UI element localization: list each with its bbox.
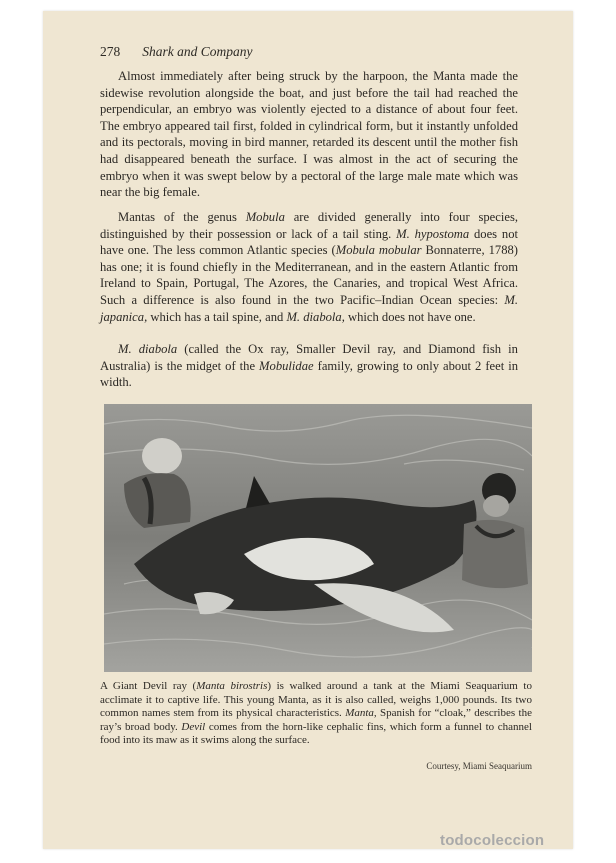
paragraph-mobula-species: Mantas of the genus Mobula are divided generally into four species, distinguished by their possession or lack of a tail sting. M. hypostoma does not have one. The less common Atlantic species (Mobula mobular Bonnaterre, 1788) has one; it is found chiefly in the Mediterranean, and in the eastern Atlantic from Ireland to Spain, Portugal, The Azores, the Canaries, and tropical West Africa. Such a difference is also found in the two Pacific–Indian Ocean species: M. japanica, which has a tail spine, and M. diabola, which does not have one.: [100, 210, 518, 324]
page-number: 278: [100, 44, 121, 59]
page-header: [100, 44, 253, 60]
paragraph-embryo: Almost immediately after being struck by the harpoon, the Manta made the sidewise revolution alongside the boat, and just before the tail had reached the perpendicular, an embryo was violently ejected to a distance of about four feet. The embryo appeared tail first, folded in cylindrical form, but it instantly unfolded and its pectorals, moving in bird manner, retarded its descent until the mother fish had disappeared beneath the surface. I was almost in the act of securing the embryo when it was swept below by a pectoral of the large male mate which was near the big female.: [100, 69, 518, 200]
paragraph-diabola: M. diabola (called the Ox ray, Smaller Devil ray, and Diamond fish in Australia) is the midget of the Mobulidae family, growing to only about 2 feet in width.: [100, 342, 518, 390]
photo-credit: Courtesy, Miami Seaquarium: [426, 761, 532, 771]
watermark-logo: todocoleccion: [440, 832, 545, 849]
running-title: Shark and Company: [142, 44, 253, 59]
photo-caption: A Giant Devil ray (Manta birostris) is walked around a tank at the Miami Seaquarium to acclimate it to captive life. This young Manta, as it is also called, weighs 1,000 pounds. Its two common names stem from its physical characteristics. Manta, Spanish for “cloak,” describes the ray’s broad body. Devil comes from the horn-like cephalic fins, which form a funnel to channel food into its maw as it swims along the surface.: [100, 680, 532, 747]
manta-ray-photo: [104, 404, 532, 672]
book-page: [43, 11, 573, 849]
